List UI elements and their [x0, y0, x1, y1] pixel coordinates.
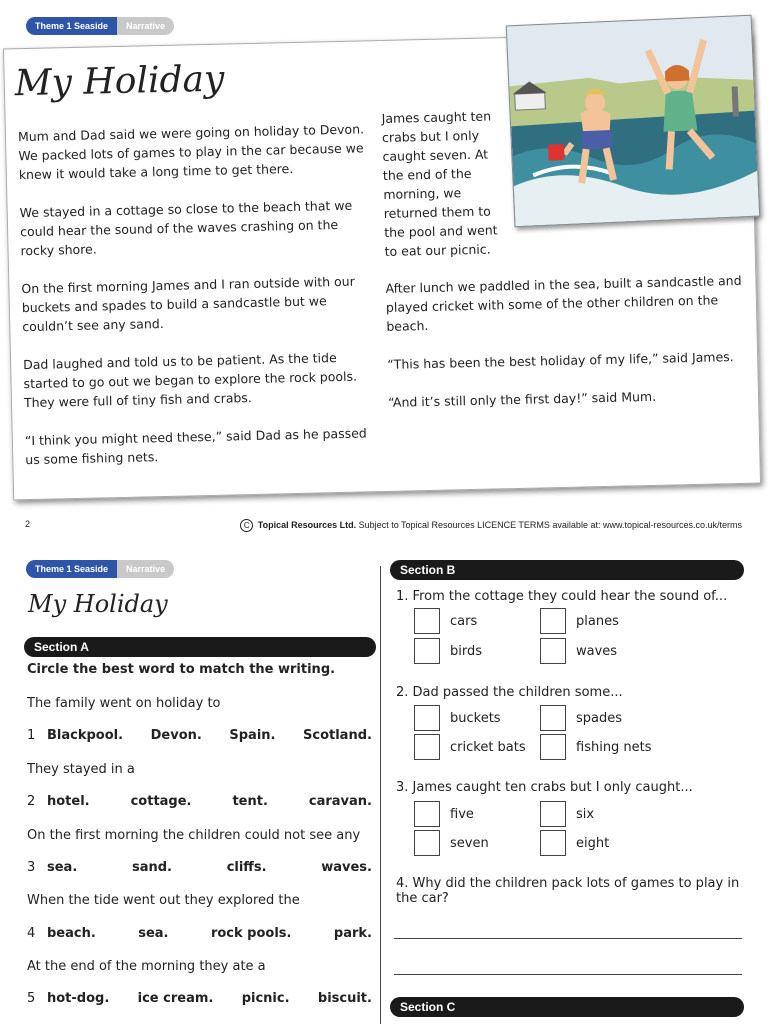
checkbox[interactable] — [414, 705, 440, 731]
word-option[interactable]: Spain. — [229, 728, 276, 743]
theme-label: Theme 1 Seaside — [26, 17, 117, 35]
question-prompt: When the tide went out they explored the — [27, 893, 300, 908]
answer-option — [540, 801, 594, 827]
question-text: 1. From the cottage they could hear the sound of... — [396, 589, 728, 604]
checkbox[interactable] — [414, 830, 440, 856]
story-paragraph: “I think you might need these,” said Dad as he passed us some fishing nets. — [24, 425, 367, 468]
section-a-header: Section A — [24, 637, 376, 657]
answer-row — [27, 860, 372, 875]
word-option[interactable]: picnic. — [241, 991, 290, 1006]
checkbox[interactable] — [540, 638, 566, 664]
option-label: waves — [576, 643, 618, 659]
story-column-1 — [18, 119, 376, 488]
question-prompt: They stayed in a — [27, 762, 135, 777]
answer-option — [540, 734, 652, 760]
question-prompt: On the first morning the children could not see any — [27, 828, 361, 843]
story-title: My Holiday — [14, 58, 225, 105]
option-label: birds — [450, 643, 483, 659]
worksheet-title: My Holiday — [28, 590, 168, 618]
checkbox[interactable] — [540, 734, 566, 760]
copyright-icon: C — [240, 519, 253, 532]
question-number: 4 — [27, 926, 36, 941]
story-paragraph: After lunch we paddled in the sea, built a sandcastle and played cricket with some of the other children on the beach. — [385, 272, 742, 334]
word-option[interactable]: cottage. — [130, 794, 192, 809]
checkbox[interactable] — [414, 638, 440, 664]
option-label: seven — [450, 835, 489, 851]
checkbox[interactable] — [540, 801, 566, 827]
question-text: 4. Why did the children pack lots of games to play in the car? — [396, 876, 740, 906]
word-option[interactable]: Scotland. — [303, 728, 372, 743]
answer-option — [414, 705, 501, 731]
question-number: 1 — [27, 728, 36, 743]
answer-option — [414, 830, 489, 856]
option-label: spades — [576, 710, 623, 726]
copyright-notice — [240, 519, 742, 532]
word-option[interactable]: tent. — [232, 794, 268, 809]
word-option[interactable]: beach. — [47, 926, 96, 941]
story-paragraph: On the first morning James and I ran outside with our buckets and spades to build a sandcastle but we couldn’t see any sand. — [21, 273, 355, 335]
checkbox[interactable] — [540, 705, 566, 731]
answer-option — [414, 801, 474, 827]
section-b-header: Section B — [390, 560, 744, 580]
option-label: cars — [450, 613, 478, 629]
option-label: five — [450, 806, 474, 822]
option-label: planes — [576, 613, 619, 629]
column-divider — [380, 566, 381, 1024]
section-a-instruction: Circle the best word to match the writing. — [27, 662, 336, 677]
worksheet-theme-tag — [26, 560, 174, 578]
answer-row — [27, 794, 372, 809]
theme-tag — [26, 17, 174, 35]
genre-label: Narrative — [117, 17, 174, 35]
question-number: 5 — [27, 991, 36, 1006]
story-paragraph: Mum and Dad said we were going on holiday to Devon. We packed lots of games to play in the car because we knew it would take a long time to get there. — [17, 121, 365, 183]
answer-option — [540, 830, 609, 856]
page-number: 2 — [25, 519, 31, 529]
story-column-2-top — [381, 106, 513, 280]
story-paragraph: “This has been the best holiday of my life,” said James. — [387, 349, 734, 372]
answer-row — [27, 926, 372, 941]
checkbox[interactable] — [414, 734, 440, 760]
word-option[interactable]: hotel. — [47, 794, 90, 809]
checkbox[interactable] — [414, 608, 440, 634]
answer-option — [540, 638, 617, 664]
word-option[interactable]: waves. — [321, 860, 372, 875]
answer-option — [414, 608, 477, 634]
word-option[interactable]: hot-dog. — [47, 991, 110, 1006]
question-prompt: The family went on holiday to — [27, 696, 221, 711]
word-option[interactable]: Blackpool. — [47, 728, 124, 743]
answer-option — [540, 705, 622, 731]
answer-option — [414, 638, 482, 664]
section-c-header: Section C — [390, 997, 744, 1017]
answer-option — [540, 608, 619, 634]
story-paragraph: “And it’s still only the first day!” said Mum. — [387, 388, 657, 410]
word-option[interactable]: sea. — [138, 926, 169, 941]
answer-option — [414, 734, 526, 760]
genre-label: Narrative — [117, 560, 174, 578]
checkbox[interactable] — [414, 801, 440, 827]
word-option[interactable]: biscuit. — [317, 991, 372, 1006]
story-paragraph: We stayed in a cottage so close to the beach that we could hear the sound of the waves crashing on the rocky shore. — [19, 197, 353, 259]
question-prompt: At the end of the morning they ate a — [27, 959, 266, 974]
question-text: 3. James caught ten crabs but I only caught... — [396, 780, 693, 795]
question-number: 3 — [27, 860, 36, 875]
checkbox[interactable] — [540, 830, 566, 856]
word-option[interactable]: sand. — [131, 860, 172, 875]
word-option[interactable]: sea. — [47, 860, 78, 875]
word-option[interactable]: caravan. — [308, 794, 372, 809]
answer-row — [27, 728, 372, 743]
checkbox[interactable] — [540, 608, 566, 634]
option-label: six — [576, 806, 595, 822]
word-option[interactable]: rock pools. — [210, 926, 292, 941]
word-option[interactable]: cliffs. — [226, 860, 267, 875]
story-column-2-bottom — [385, 271, 748, 431]
word-option[interactable]: ice cream. — [137, 991, 214, 1006]
story-paragraph: James caught ten crabs but I only caught seven. At the end of the morning, we returned them to the pool and went to eat our picnic. — [381, 108, 498, 259]
option-label: fishing nets — [576, 739, 652, 755]
question-text: 2. Dad passed the children some... — [396, 685, 623, 700]
story-paragraph: Dad laughed and told us to be patient. As the tide started to go out we began to explore the rock pools. They were full of tiny fish and crabs. — [22, 350, 358, 411]
word-option[interactable]: Devon. — [150, 728, 202, 743]
option-label: cricket bats — [450, 739, 526, 755]
question-number: 2 — [27, 794, 36, 809]
answer-line[interactable] — [394, 938, 742, 939]
answer-row — [27, 991, 372, 1006]
option-label: eight — [576, 835, 610, 851]
licence-text: Subject to Topical Resources LICENCE TERMS available at: www.topical-resources.co.uk/terms — [358, 520, 742, 530]
word-option[interactable]: park. — [333, 926, 372, 941]
publisher-name: Topical Resources Ltd. — [257, 520, 357, 530]
theme-label: Theme 1 Seaside — [26, 560, 117, 578]
answer-line[interactable] — [394, 974, 742, 975]
beach-illustration — [506, 15, 761, 228]
option-label: buckets — [450, 710, 501, 726]
